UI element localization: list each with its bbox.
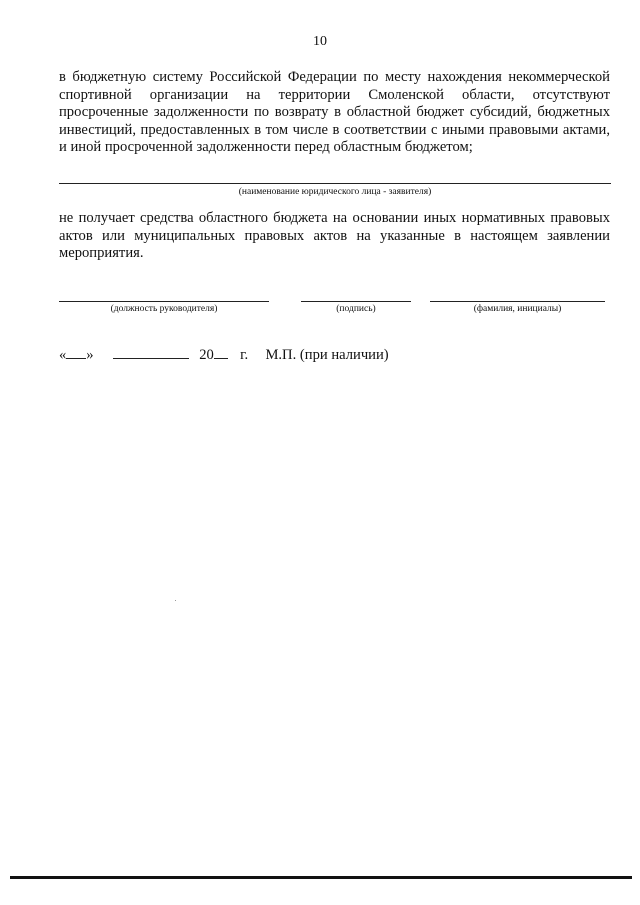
year-suffix: г. bbox=[240, 347, 249, 363]
day-blank[interactable] bbox=[66, 346, 86, 359]
position-caption: (должность руководителя) bbox=[110, 304, 218, 314]
year-blank[interactable] bbox=[214, 346, 228, 359]
signature-caption: (подпись) bbox=[336, 304, 376, 314]
page-number: 10 bbox=[313, 34, 327, 49]
date-open-quote: « bbox=[59, 347, 67, 363]
applicant-name-line[interactable] bbox=[59, 183, 611, 184]
date-stamp-row bbox=[59, 346, 389, 364]
year-prefix: 20 bbox=[199, 347, 214, 363]
scan-speck bbox=[175, 600, 176, 601]
paragraph-no-other-funds: не получает средства областного бюджета на основании иных нормативных правовых актов или муниципальных правовых актов на указанные в настоящем заявлении мероприятия. bbox=[59, 210, 610, 261]
month-blank[interactable] bbox=[113, 346, 189, 359]
applicant-name-caption: (наименование юридического лица - заявителя) bbox=[238, 187, 432, 197]
name-initials-caption: (фамилия, инициалы) bbox=[473, 304, 562, 314]
seal-note: М.П. (при наличии) bbox=[265, 347, 389, 363]
position-line[interactable] bbox=[59, 301, 269, 302]
date-close-quote: » bbox=[86, 347, 94, 363]
name-initials-line[interactable] bbox=[430, 301, 605, 302]
paragraph-budget-obligations: в бюджетную систему Российской Федерации по месту нахождения некоммерческой спортивной организации на территории Смоленской области, отсутствуют просроченные задолженности по возврату в областной бюджет субсидий, бюджетных инвестиций, предоставленных в том числе в соответствии с иными правовыми актами, и иной просроченной задолженности перед областным бюджетом; bbox=[59, 69, 610, 155]
bottom-rule bbox=[10, 876, 632, 879]
signature-line[interactable] bbox=[301, 301, 411, 302]
